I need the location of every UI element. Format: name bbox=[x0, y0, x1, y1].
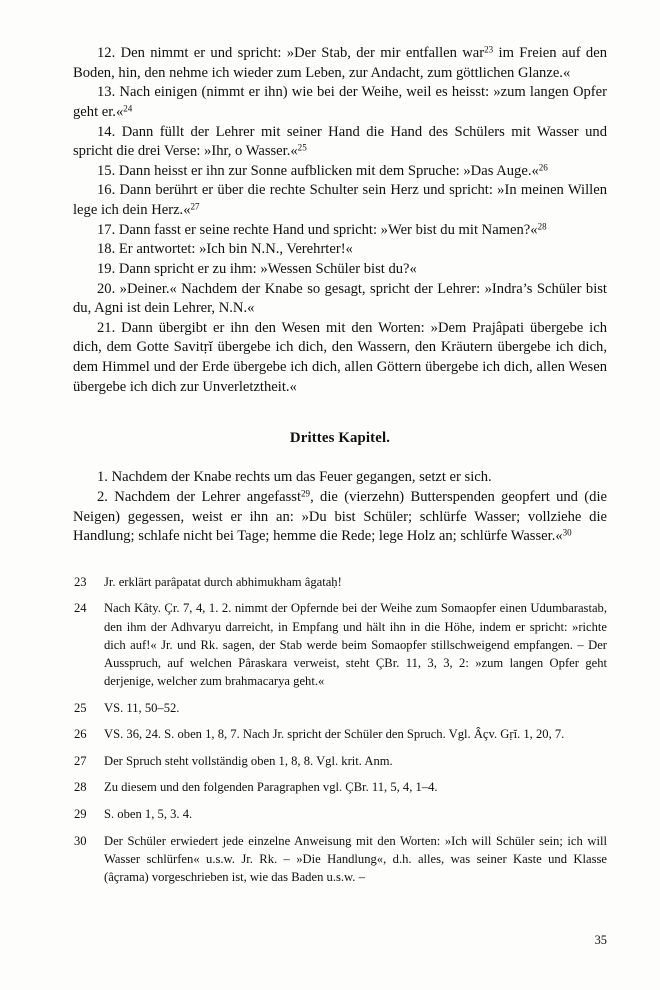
verse-13-text: 13. Nach einigen (nimmt er ihn) wie bei der Weihe, weil es heisst: »zum langen Opfer geht er.« bbox=[73, 84, 607, 120]
verse-15-text: 15. Dann heisst er ihn zur Sonne aufblicken mit dem Spruche: »Das Auge.« bbox=[97, 162, 539, 179]
footnote-28 bbox=[73, 778, 607, 796]
chapter-verse-1-text: 1. Nachdem der Knabe rechts um das Feuer gegangen, setzt er sich. bbox=[97, 469, 492, 486]
footnote-text: Der Spruch steht vollständig oben 1, 8, 8. Vgl. krit. Anm. bbox=[104, 753, 393, 768]
footnote-text: Zu diesem und den folgenden Paragraphen vgl. ÇBr. 11, 5, 4, 1–4. bbox=[104, 780, 438, 795]
footnote-text: Der Schüler erwiedert jede einzelne Anweisung mit den Worten: »Ich will Schüler sein; ich will Wasser schlürfen« u.s.w. Jr. Rk. – »Die Handlung«, d.h. alles, was seiner Kaste und Klasse (âçrama) vorgeschrieben ist, wie das Baden u.s.w. – bbox=[104, 833, 607, 884]
verse-15 bbox=[73, 162, 607, 182]
verse-17 bbox=[73, 221, 607, 241]
chapter-verses-block bbox=[73, 468, 607, 547]
footnote-24 bbox=[73, 599, 607, 690]
footnote-27 bbox=[73, 752, 607, 770]
verse-19-text: 19. Dann spricht er zu ihm: »Wessen Schüler bist du?« bbox=[97, 260, 417, 277]
footnote-text: S. oben 1, 5, 3. 4. bbox=[104, 807, 193, 821]
footnote-ref-23[interactable]: 23 bbox=[484, 44, 494, 55]
verse-16 bbox=[73, 181, 607, 220]
verses-block bbox=[73, 44, 607, 397]
chapter-verse-2-text-after: , die (vierzehn) Butterspenden geopfert und (die Neigen) gegessen, weist er ihn an: »Du bist Schüler; schlürfe Wasser; vollziehe die Handlung; schlafe nicht bei Tage; hemme die Rede; lege Holz an; schlürfe Wasser.« bbox=[73, 488, 607, 545]
chapter-heading: Drittes Kapitel. bbox=[289, 430, 391, 447]
footnote-number: 29 bbox=[74, 807, 87, 821]
verse-18-text: 18. Er antwortet: »Ich bin N.N., Verehrter!« bbox=[97, 241, 353, 258]
verse-14-text: 14. Dann füllt der Lehrer mit seiner Hand die Hand des Schülers mit Wasser und spricht die drei Verse: »Ihr, o Wasser.« bbox=[73, 123, 607, 160]
footnote-text: VS. 36, 24. S. oben 1, 8, 7. Nach Jr. spricht der Schüler den Spruch. Vgl. Âçv. Gṛĭ. 1, 20, 7. bbox=[104, 727, 565, 742]
footnote-text: VS. 11, 50–52. bbox=[104, 700, 180, 715]
footnotes-block bbox=[73, 573, 607, 886]
footnote-text: Nach Kâty. Çr. 7, 4, 1. 2. nimmt der Opfernde bei der Weihe zum Somaopfer einen Udumbarastab, den ihm der Adhvaryu darreicht, in Empfang und hält ihn in die Höhe, indem er spricht: »richte dich auf!« Jr. und Rk. sagen, der Stab werde beim Somaopfer stillschweigend empfangen. – Der Ausspruch, auf welchen Pâraskara verweist, steht ÇBr. 11, 3, 3, 2: »zum langen Opfer geht derjenige, welcher zum brahmacarya geht.« bbox=[104, 601, 607, 688]
chapter-verse-2-text: 2. Nachdem der Lehrer angefasst bbox=[97, 488, 302, 505]
footnote-number: 25 bbox=[74, 700, 87, 715]
verse-20-text: 20. »Deiner.« Nachdem der Knabe so gesagt, spricht der Lehrer: »Indra’s Schüler bist du, Agni ist dein Lehrer, N.N.« bbox=[73, 280, 607, 317]
page-content bbox=[73, 44, 607, 895]
verse-14 bbox=[73, 123, 607, 162]
verse-16-text: 16. Dann berührt er über die rechte Schulter sein Herz und spricht: »In meinen Willen lege ich dein Herz.« bbox=[73, 182, 607, 218]
verse-18 bbox=[73, 240, 607, 260]
footnote-29 bbox=[73, 805, 607, 823]
footnote-number: 24 bbox=[74, 601, 87, 616]
verse-17-text: 17. Dann fasst er seine rechte Hand und spricht: »Wer bist du mit Namen?« bbox=[97, 221, 538, 238]
verse-21 bbox=[73, 319, 607, 398]
footnote-ref-24[interactable]: 24 bbox=[123, 103, 133, 114]
footnote-ref-25[interactable]: 25 bbox=[297, 142, 307, 153]
footnote-23 bbox=[73, 573, 607, 591]
footnote-30 bbox=[73, 832, 607, 886]
footnote-ref-29[interactable]: 29 bbox=[301, 488, 311, 499]
footnote-25 bbox=[73, 699, 607, 717]
footnote-number: 26 bbox=[74, 727, 87, 742]
footnote-number: 27 bbox=[74, 753, 87, 768]
verse-20 bbox=[73, 280, 607, 319]
footnote-ref-30[interactable]: 30 bbox=[562, 527, 572, 538]
chapter-verse-2 bbox=[73, 488, 607, 547]
verse-13 bbox=[73, 83, 607, 122]
footnote-ref-26[interactable]: 26 bbox=[538, 162, 548, 173]
footnote-number: 28 bbox=[74, 780, 87, 795]
verse-12-text-after: im Freien auf den Boden, hin, den nehme ich wieder zum Leben, zur Andacht, zum göttlichen Glanze.« bbox=[73, 45, 607, 81]
verse-12-text: 12. Den nimmt er und spricht: »Der Stab, der mir entfallen war bbox=[97, 45, 485, 61]
page-number: 35 bbox=[594, 933, 607, 947]
chapter-verse-1 bbox=[73, 468, 607, 488]
verse-21-text: 21. Dann übergibt er ihn den Wesen mit den Worten: »Dem Prajâpati übergebe ich dich, dem Gotte Savitṛĭ übergebe ich dich, den Wassern, den Kräutern übergebe ich dich, dem Himmel und der Erde übergebe ich dich, allen Göttern übergebe ich dich, allen Wesen übergebe ich dich zur Unverletztheit.« bbox=[73, 319, 607, 395]
footnote-number: 23 bbox=[74, 574, 87, 589]
footnote-ref-27[interactable]: 27 bbox=[190, 201, 200, 212]
verse-19 bbox=[73, 260, 607, 280]
verse-12 bbox=[73, 44, 607, 83]
footnote-text: Jr. erklärt parâpatat durch abhimukham âgataḥ! bbox=[104, 574, 342, 589]
footnote-number: 30 bbox=[74, 833, 87, 848]
footnote-26 bbox=[73, 725, 607, 743]
footnote-ref-28[interactable]: 28 bbox=[537, 220, 547, 231]
